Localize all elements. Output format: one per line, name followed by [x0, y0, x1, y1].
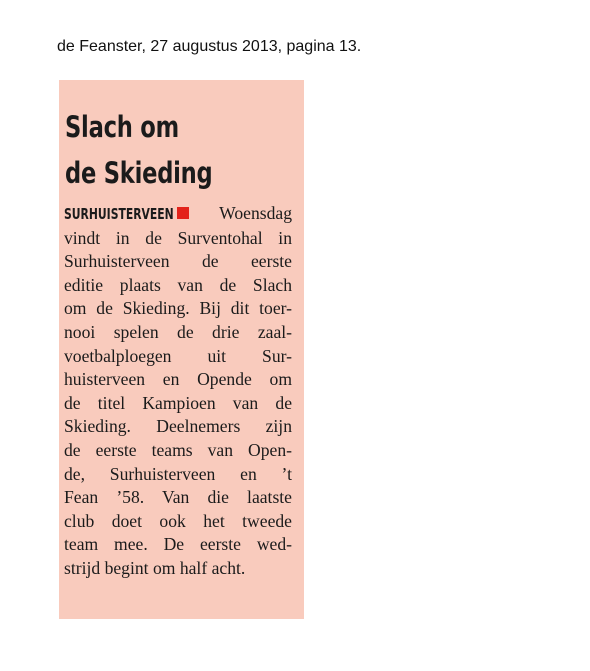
article-line: voetbalploegen uit Sur- [64, 345, 292, 366]
red-square-marker-icon [177, 207, 189, 219]
article-line: Skieding. Deelnemers zijn [64, 416, 292, 437]
article-line: nooi spelen de drie zaal- [64, 321, 292, 342]
first-line-text: Woensdag [219, 203, 292, 223]
headline-line-2: de Skieding [65, 156, 213, 190]
article-line: de, Surhuisterveen en ’t [64, 463, 292, 484]
article-line: club doet ook het tweede [64, 510, 292, 531]
article-line: vindt in de Surventohal in [64, 227, 292, 248]
headline-line-1: Slach om [65, 110, 179, 144]
article-headline [65, 104, 213, 196]
article-line: team mee. De eerste wed- [64, 534, 292, 555]
article-line: de titel Kampioen van de [64, 392, 292, 413]
article-line: editie plaats van de Slach [64, 274, 292, 295]
article-last-line: strijd begint om half acht. [64, 557, 246, 578]
article-first-line [64, 202, 292, 227]
dateline: SURHUISTERVEEN [64, 205, 174, 223]
article-line: om de Skieding. Bij dit toer- [64, 298, 292, 319]
article-body [64, 202, 292, 581]
article-line: de eerste teams van Open- [64, 439, 292, 460]
source-caption: de Feanster, 27 augustus 2013, pagina 13. [57, 38, 362, 55]
article-line: Surhuisterveen de eerste [64, 251, 292, 272]
article-line: Fean ’58. Van die laatste [64, 487, 292, 508]
article-line: huisterveen en Opende om [64, 369, 292, 390]
